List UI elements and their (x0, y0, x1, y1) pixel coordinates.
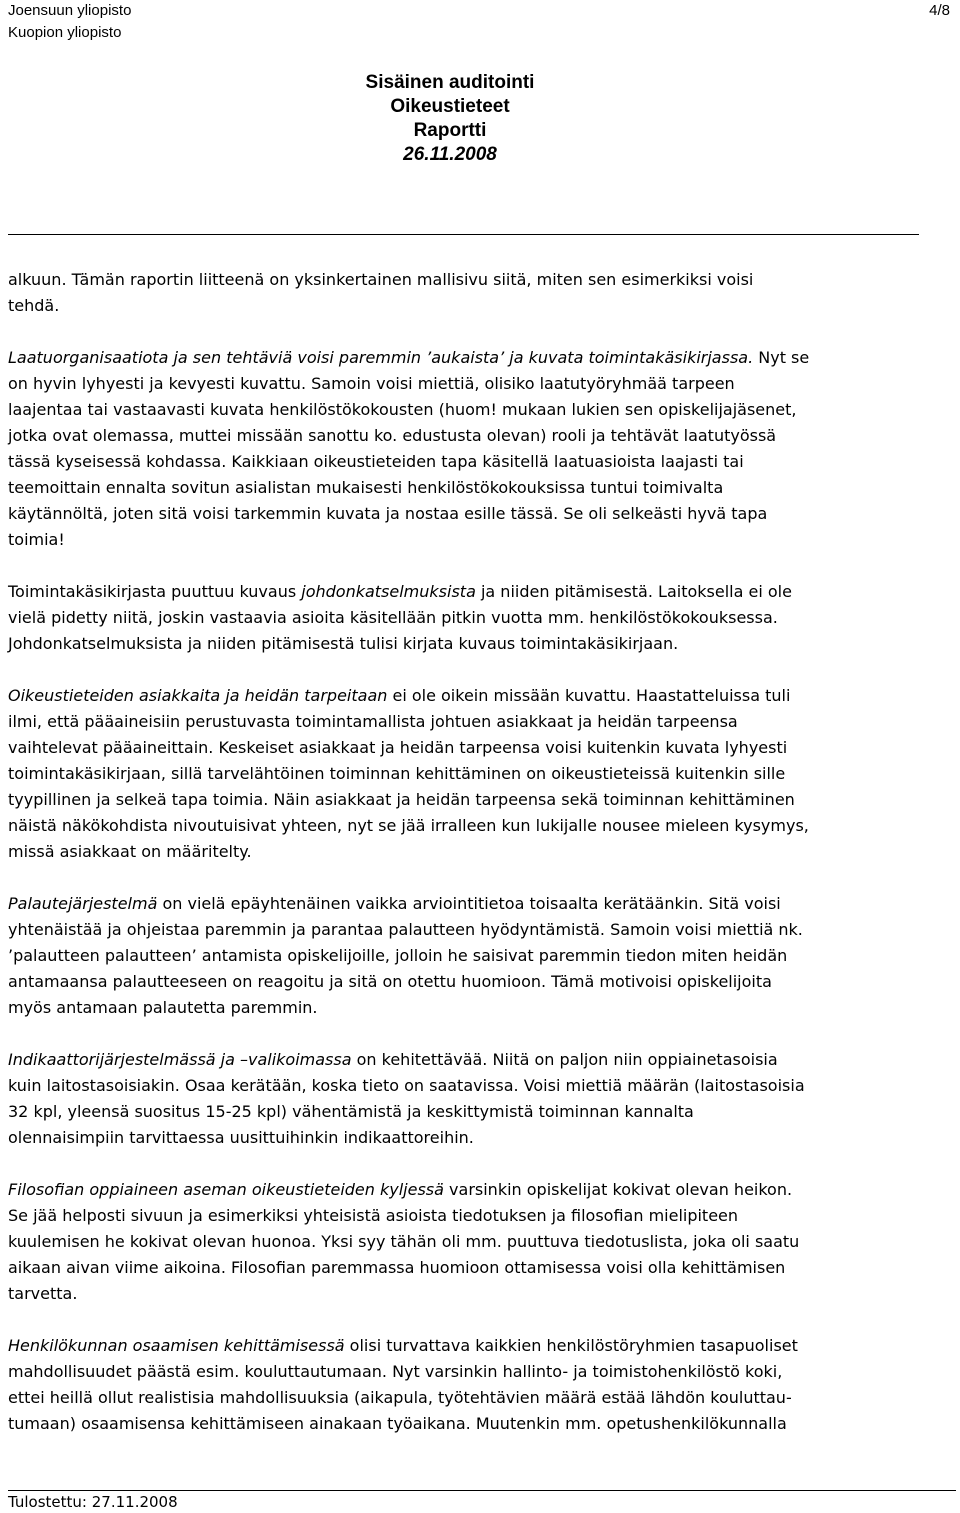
text-line: on hyvin lyhyesti ja kevyesti kuvattu. Samoin voisi miettiä, olisiko laatutyöryhmää tarpeen (8, 374, 735, 393)
report-body (8, 267, 956, 1463)
text-line: tehdä. (8, 296, 60, 315)
text-line: tarvetta. (8, 1284, 78, 1303)
paragraph-3 (8, 579, 956, 657)
paragraph-6 (8, 1047, 956, 1151)
text-line: kuulemisen he kokivat olevan huonoa. Yksi syy tähän oli mm. puuttuva tiedotuslista, joka oli saatu (8, 1232, 800, 1251)
title-line-1: Sisäinen auditointi (365, 72, 535, 93)
text-line: Palautejärjestelmä on vielä epäyhtenäinen vaikka arviointitietoa toisaalta kerätäänkin. Sitä voisi (8, 894, 781, 913)
text-line: laajentaa tai vastaavasti kuvata henkilöstökokousten (huom! mukaan lukien sen opiskelijajäsenet, (8, 400, 797, 419)
document-title-block (0, 71, 900, 167)
text-line: myös antamaan palautetta paremmin. (8, 998, 318, 1017)
text-line: yhtenäistää ja ohjeistaa paremmin ja parantaa palautteen hyödyntämistä. Samoin voisi miettiä nk. (8, 920, 803, 939)
text-line: aikaan aivan viime aikoina. Filosofian paremmassa huomioon ottamisessa voisi olla kehittämisen (8, 1258, 786, 1277)
text-line: Se jää helposti sivuun ja esimerkiksi yhteisistä asioista tiedotuksen ja filosofian mielipiteen (8, 1206, 739, 1225)
text-line: Henkilökunnan osaamisen kehittämisessä olisi turvattava kaikkien henkilöstöryhmien tasapuoliset (8, 1336, 798, 1355)
footer-divider (8, 1490, 956, 1491)
text-line: alkuun. Tämän raportin liitteenä on yksinkertainen mallisivu siitä, miten sen esimerkiksi voisi (8, 270, 754, 289)
text-line: antamaansa palautteeseen on reagoitu ja sitä on otettu huomioon. Tämä motivoisi opiskelijoita (8, 972, 772, 991)
text-line: teemoittain ennalta sovitun asialistan mukaisesti henkilöstökokouksissa tuntui toimivalta (8, 478, 724, 497)
footer-printed-date: Tulostettu: 27.11.2008 (8, 1493, 178, 1511)
emphasis: Filosofian oppiaineen aseman oikeustieteiden kyljessä (8, 1180, 444, 1199)
text-line: Filosofian oppiaineen aseman oikeustieteiden kyljessä varsinkin opiskelijat kokivat olevan heikon. (8, 1180, 793, 1199)
text-line: jotka ovat olemassa, muttei missään sanottu ko. edustusta olevan) rooli ja tehtävät laatutyössä (8, 426, 777, 445)
title-line-2: Oikeustieteet (390, 96, 510, 117)
header-org-joensuu: Joensuun yliopisto (8, 2, 132, 19)
text-line: Toimintakäsikirjasta puuttuu kuvaus johdonkatselmuksista ja niiden pitämisestä. Laitoksella ei ole (8, 582, 792, 601)
emphasis: Henkilökunnan osaamisen kehittämisessä (8, 1336, 345, 1355)
emphasis: Indikaattorijärjestelmässä ja –valikoimassa (8, 1050, 352, 1069)
paragraph-8 (8, 1333, 956, 1437)
paragraph-2 (8, 345, 956, 553)
text-line: Laatuorganisaatiota ja sen tehtäviä voisi paremmin ’aukaista’ ja kuvata toimintakäsikirjassa. Nyt se (8, 348, 810, 367)
emphasis: Oikeustieteiden asiakkaita ja heidän tarpeitaan (8, 686, 388, 705)
text-line: käytännöltä, joten sitä voisi tarkemmin kuvata ja nostaa esille tässä. Se oli selkeästi hyvä tapa (8, 504, 768, 523)
text-line: missä asiakkaat on määritelty. (8, 842, 252, 861)
text-line: mahdollisuudet päästä esim. kouluttautumaan. Nyt varsinkin hallinto- ja toimistohenkilöstö koki, (8, 1362, 783, 1381)
title-line-3: Raportti (413, 120, 487, 141)
emphasis: johdonkatselmuksista (301, 582, 476, 601)
text-line: tyypillinen ja selkeä tapa toimia. Näin asiakkaat ja heidän tarpeensa sekä toiminnan kehittäminen (8, 790, 795, 809)
text-line: Johdonkatselmuksista ja niiden pitämisestä tulisi kirjata kuvaus toimintakäsikirjaan. (8, 634, 679, 653)
text-line: kuin laitostasoisiakin. Osaa kerätään, koska tieto on saatavissa. Voisi miettiä määrän (laitostasoisia (8, 1076, 805, 1095)
text-line: näistä näkökohdista nivoutuisivat yhteen, nyt se jää irralleen kun lukijalle nousee mieleen kysymys, (8, 816, 809, 835)
text-line: Indikaattorijärjestelmässä ja –valikoimassa on kehitettävää. Niitä on paljon niin oppiainetasoisia (8, 1050, 778, 1069)
text-line: ’palautteen palautteen’ antamista opiskelijoille, jolloin he saisivat paremmin tiedon miten heidän (8, 946, 788, 965)
text-line: 32 kpl, yleensä suositus 15-25 kpl) vähentämistä ja keskittymistä toiminnan kannalta (8, 1102, 694, 1121)
emphasis: Laatuorganisaatiota ja sen tehtäviä voisi paremmin ’aukaista’ ja kuvata toimintakäsikirjassa. (8, 348, 754, 367)
text-line: ettei heillä ollut realistisia mahdollisuuksia (aikapula, työtehtävien määrä estää lähdön kouluttau- (8, 1388, 792, 1407)
header-organizations (8, 0, 131, 44)
header-org-kuopio: Kuopion yliopisto (8, 24, 122, 41)
page-number: 4/8 (929, 2, 950, 19)
header-divider (8, 234, 919, 235)
title-date: 26.11.2008 (403, 144, 497, 165)
text-line: vielä pidetty niitä, joskin vastaavia asioita käsitellään pitkin vuotta mm. henkilöstökokouksessa. (8, 608, 778, 627)
text-line: olennaisimpiin tarvittaessa uusittuihinkin indikaattoreihin. (8, 1128, 474, 1147)
paragraph-1 (8, 267, 956, 319)
text-line: vaihtelevat pääaineittain. Keskeiset asiakkaat ja heidän tarpeensa voisi kuitenkin kuvata lyhyesti (8, 738, 788, 757)
emphasis: Palautejärjestelmä (8, 894, 158, 913)
text-line: ilmi, että pääaineisiin perustuvasta toimintamallista johtuen asiakkaat ja heidän tarpeensa (8, 712, 738, 731)
text-line: toimia! (8, 530, 65, 549)
paragraph-4 (8, 683, 956, 865)
text-line: toimintakäsikirjaan, sillä tarvelähtöinen toiminnan kehittäminen on oikeustieteissä kuitenkin sille (8, 764, 786, 783)
paragraph-5 (8, 891, 956, 1021)
text-line: Oikeustieteiden asiakkaita ja heidän tarpeitaan ei ole oikein missään kuvattu. Haastatteluissa tuli (8, 686, 791, 705)
text-line: tumaan) osaamisensa kehittämiseen ainakaan työaikana. Muutenkin mm. opetushenkilökunnalla (8, 1414, 787, 1433)
paragraph-7 (8, 1177, 956, 1307)
text-line: tässä kyseisessä kohdassa. Kaikkiaan oikeustieteiden tapa käsitellä laatuasioista laajasti tai (8, 452, 744, 471)
